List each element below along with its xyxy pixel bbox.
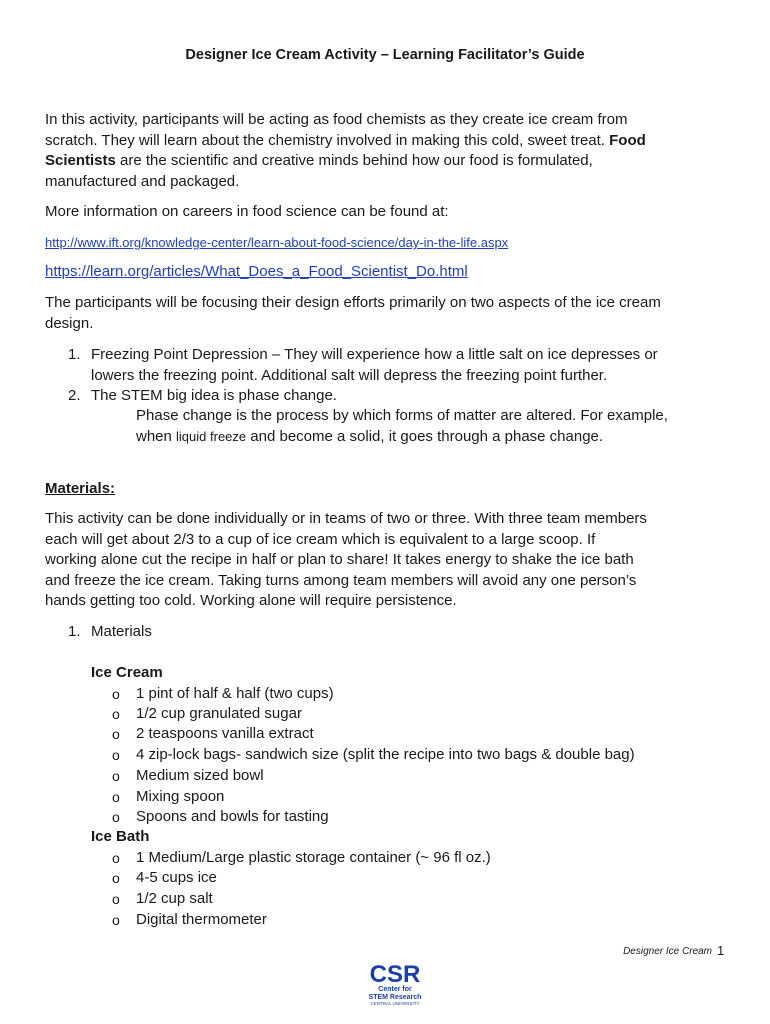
bullet-icon: o: [112, 809, 120, 825]
list-item: 1/2 cup salt: [136, 890, 213, 907]
materials-line-2: each will get about 2/3 to a cup of ice cream which is equivalent to a large scoop. If: [45, 530, 596, 548]
phase-change-explanation: [136, 406, 736, 447]
materials-heading: Materials:: [45, 480, 116, 497]
logo-sub-text-2: STEM Research: [368, 994, 422, 1001]
list-item: 1 pint of half & half (two cups): [136, 685, 334, 702]
list-item: 1/2 cup granulated sugar: [136, 705, 302, 722]
intro-line-1: In this activity, participants will be acting as food chemists as they create ice cream from: [45, 111, 628, 128]
list-item: Spoons and bowls for tasting: [136, 808, 329, 825]
intro-paragraph: [45, 110, 735, 192]
bullet-icon: o: [112, 747, 120, 763]
bullet-icon: o: [112, 912, 120, 928]
bullet-icon: o: [112, 686, 120, 702]
aspect-item-1-line-1: Freezing Point Depression – They will experience how a little salt on ice depresses or: [91, 346, 658, 363]
phase-change-line-1: Phase change is the process by which forms of matter are altered. For example,: [136, 407, 668, 424]
materials-line-4: and freeze the ice cream. Taking turns among team members will avoid any one person’s: [45, 571, 637, 589]
phase-change-small: liquid freeze: [176, 428, 247, 444]
ice-cream-heading: Ice Cream: [91, 664, 163, 681]
list-number: 2.: [68, 387, 81, 404]
aspect-item-1-line-2: lowers the freezing point. Additional salt will depress the freezing point further.: [91, 366, 608, 384]
aspect-item-1: [91, 345, 731, 386]
ift-link[interactable]: http://www.ift.org/knowledge-center/learn-about-food-science/day-in-the-life.aspx: [45, 235, 509, 250]
bullet-icon: o: [112, 768, 120, 784]
list-item: 2 teaspoons vanilla extract: [136, 725, 314, 742]
aspect-item-2: The STEM big idea is phase change.: [91, 387, 337, 404]
page-number: 1: [717, 943, 725, 958]
focus-line-1: The participants will be focusing their design efforts primarily on two aspects of the ice cream: [45, 294, 661, 311]
materials-paragraph: [45, 509, 735, 612]
phase-change-post: and become a solid, it goes through a phase change.: [246, 427, 604, 445]
intro-line-2-text: scratch. They will learn about the chemistry involved in making this cold, sweet treat.: [45, 131, 610, 149]
materials-line-3: working alone cut the recipe in half or plan to share! It takes energy to shake the ice bath: [45, 551, 634, 568]
list-item: Mixing spoon: [136, 788, 225, 805]
phase-change-line-2: [136, 427, 736, 448]
learn-org-link[interactable]: https://learn.org/articles/What_Does_a_Food_Scientist_Do.html: [45, 263, 468, 280]
bullet-icon: o: [112, 891, 120, 907]
csr-logo: [356, 960, 434, 1006]
ice-bath-heading: Ice Bath: [91, 828, 150, 845]
page-title: Designer Ice Cream Activity – Learning Facilitator’s Guide: [185, 47, 585, 63]
list-item: 4 zip-lock bags- sandwich size (split the recipe into two bags & double bag): [136, 746, 635, 763]
footer-doc-name: Designer Ice Cream: [623, 946, 712, 957]
more-info-text: More information on careers in food science can be found at:: [45, 203, 449, 220]
logo-sub-text-3: CENTRAL UNIVERSITY: [370, 1001, 420, 1006]
bullet-icon: o: [112, 789, 120, 805]
phase-change-pre: when: [136, 427, 177, 445]
focus-line-2: design.: [45, 314, 94, 332]
list-number: 1.: [68, 623, 81, 640]
logo-sub-text-1: Center for: [378, 986, 412, 993]
intro-line-3: [45, 151, 735, 172]
intro-line-2: [45, 131, 735, 152]
list-item: 4-5 cups ice: [136, 869, 217, 886]
food-bold: Food: [609, 131, 646, 149]
list-item: Digital thermometer: [136, 911, 267, 928]
focus-paragraph: [45, 293, 735, 334]
bullet-icon: o: [112, 726, 120, 742]
intro-line-4: manufactured and packaged.: [45, 172, 240, 190]
bullet-icon: o: [112, 850, 120, 866]
scientists-bold: Scientists: [45, 152, 116, 169]
list-item: 1 Medium/Large plastic storage container (~ 96 fl oz.): [136, 849, 491, 866]
bullet-icon: o: [112, 706, 120, 722]
intro-line-3-text: are the scientific and creative minds behind how our food is formulated,: [115, 152, 593, 169]
materials-label: Materials: [91, 623, 152, 640]
materials-line-1: This activity can be done individually or in teams of two or three. With three team members: [45, 510, 647, 527]
materials-line-5: hands getting too cold. Working alone will require persistence.: [45, 592, 457, 609]
list-number: 1.: [68, 346, 81, 363]
list-item: Medium sized bowl: [136, 767, 264, 784]
bullet-icon: o: [112, 870, 120, 886]
logo-main-text: CSR: [369, 961, 421, 988]
